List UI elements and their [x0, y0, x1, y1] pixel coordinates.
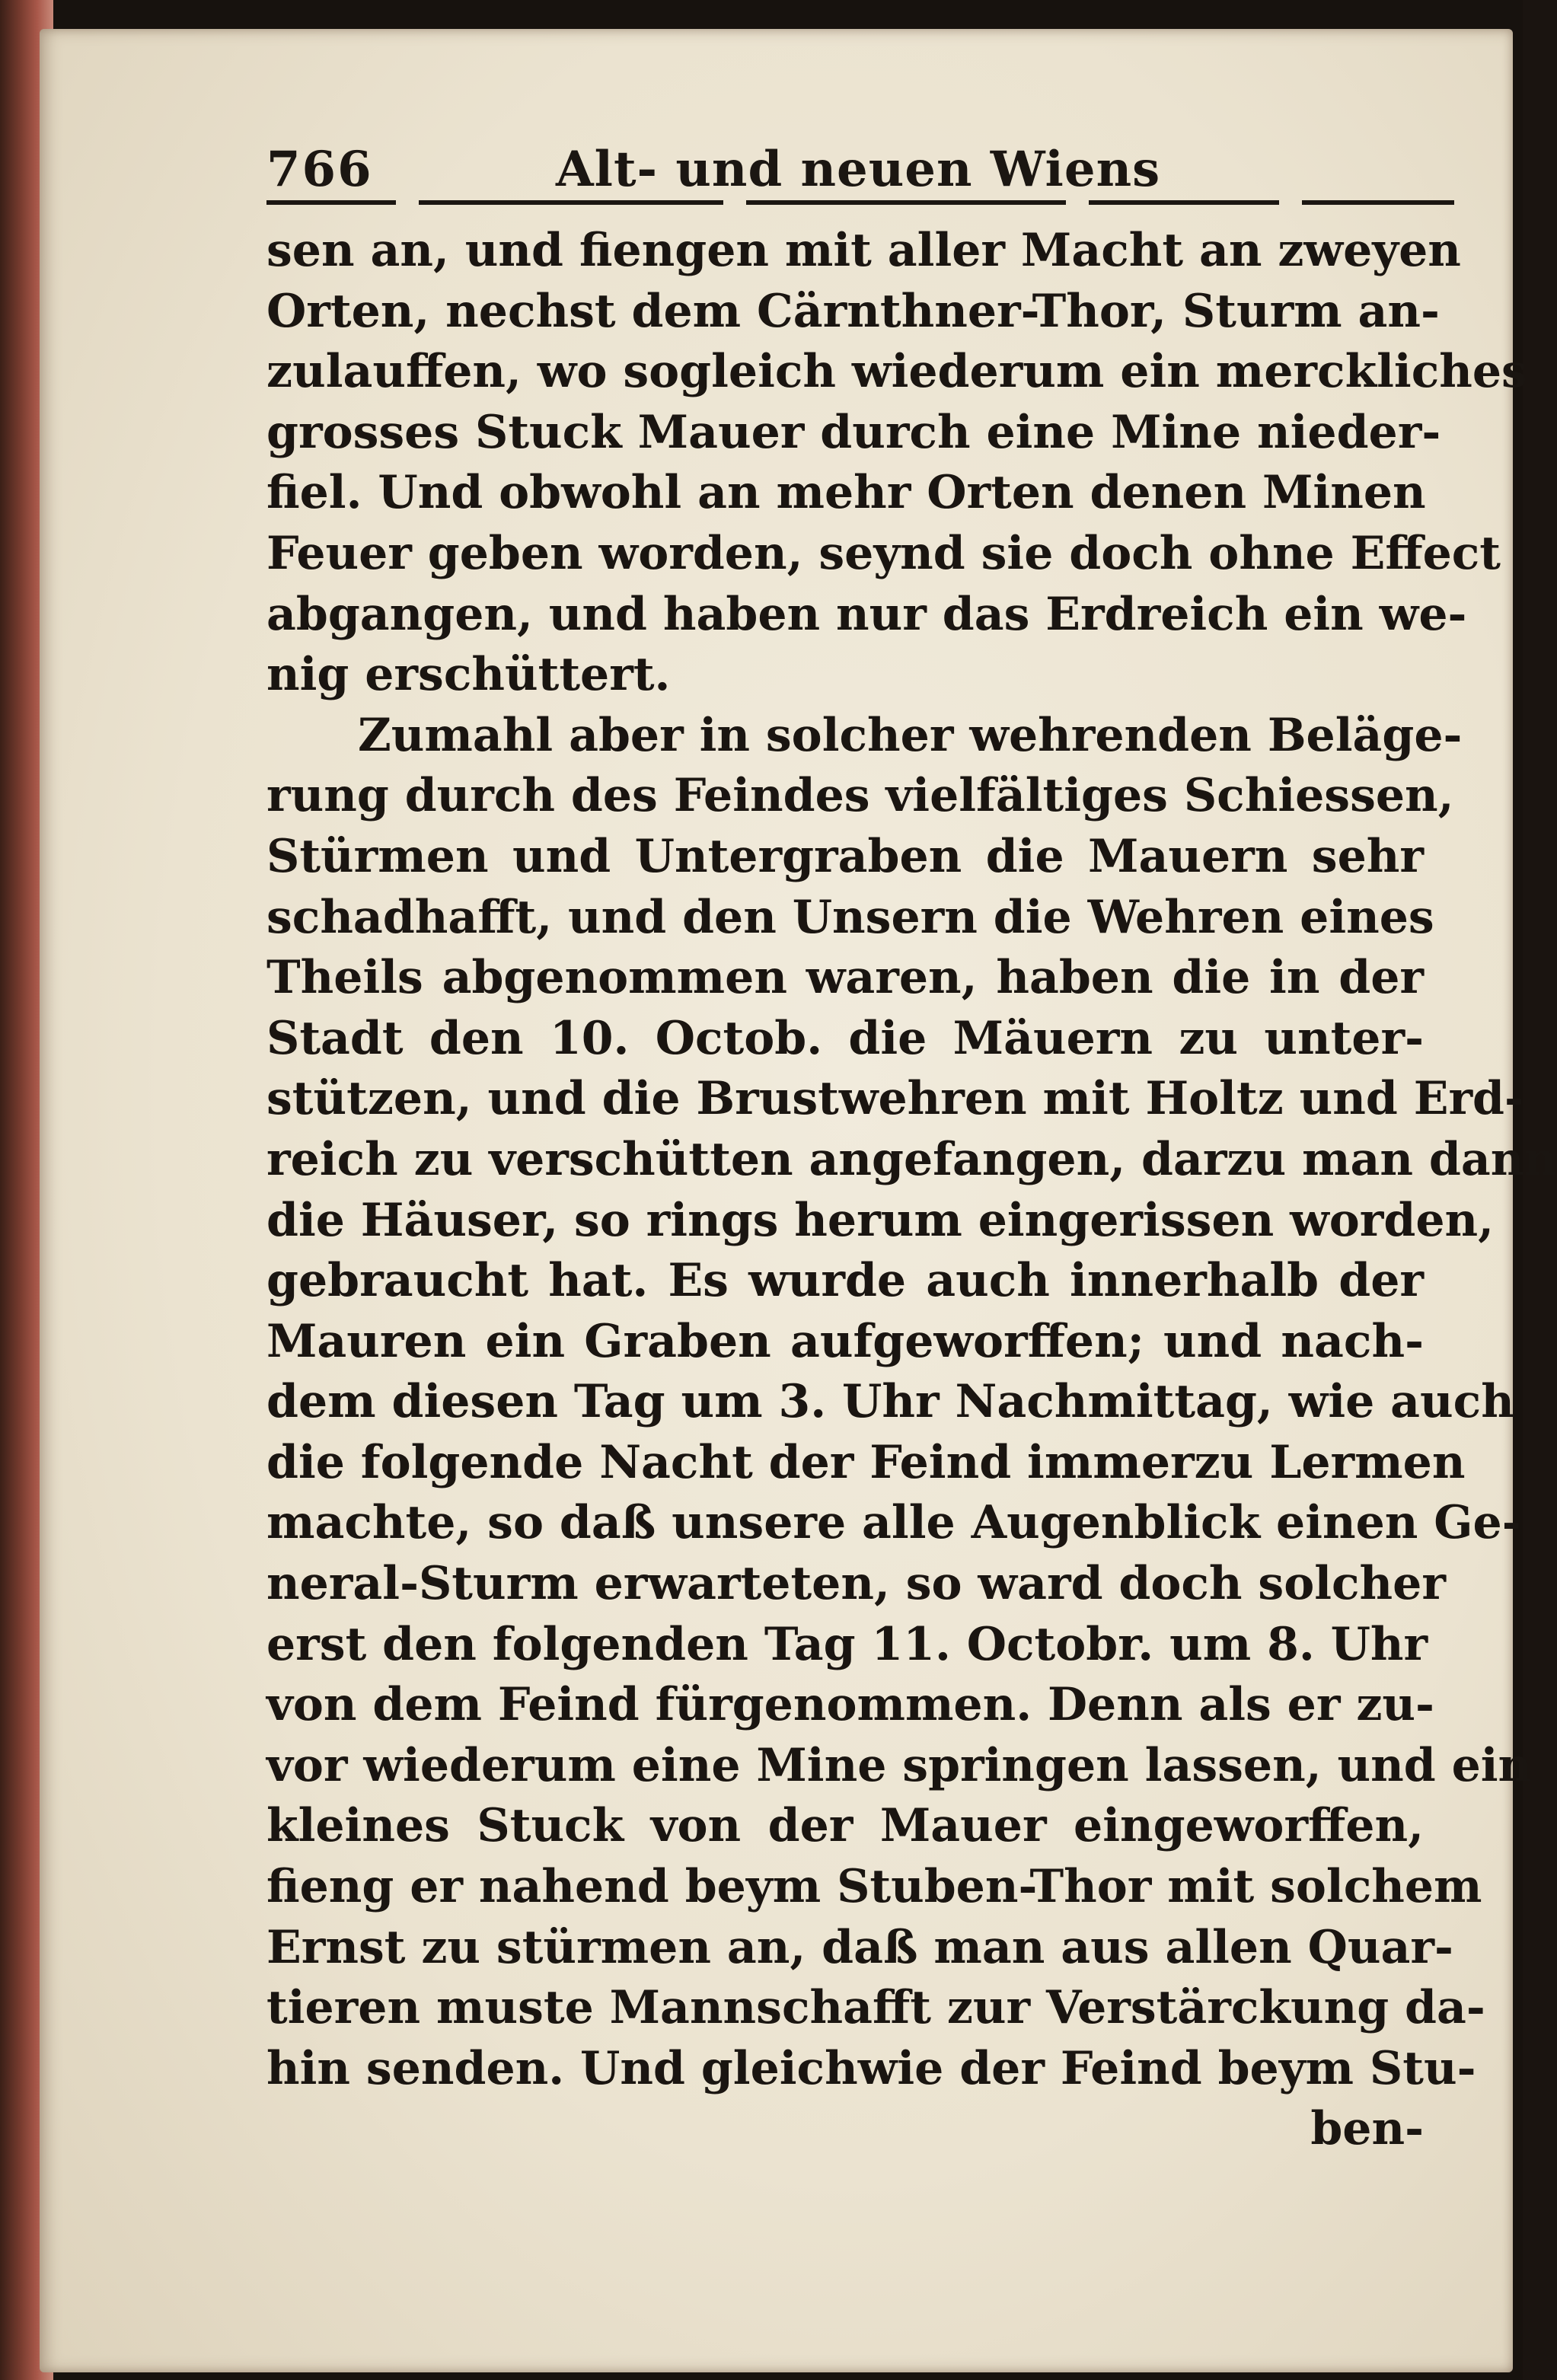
catchword: ben- [1310, 2102, 1424, 2156]
text-line: die Häuser, so rings herum eingerissen worden, [266, 1193, 1495, 1247]
text-line: Ernst zu stürmen an, daß man aus allen Quar- [266, 1920, 1453, 1974]
header-rule [746, 200, 1066, 205]
text-line: fieng er nahend beym Stuben-Thor mit solchem [266, 1860, 1482, 1914]
text-line: stützen, und die Brustwehren mit Holtz und Erd- [266, 1072, 1523, 1126]
text-line: dem diesen Tag um 3. Uhr Nachmittag, wie auch [266, 1375, 1514, 1429]
text-line: sen an, und fiengen mit aller Macht an zweyen [266, 224, 1461, 277]
text-line: Feuer geben worden, seynd sie doch ohne Effect [266, 526, 1501, 580]
text-line: kleines Stuck von der Mauer eingeworffen, [266, 1799, 1424, 1853]
page-number: 766 [266, 141, 373, 198]
text-line: vor wiederum eine Mine springen lassen, und ein [266, 1738, 1532, 1792]
text-line: zulauffen, wo sogleich wiederum ein merckliches [266, 345, 1527, 399]
paragraph-1 [266, 221, 1527, 706]
text-line: gebraucht hat. Es wurde auch innerhalb der [266, 1254, 1424, 1308]
text-line: Stadt den 10. Octob. die Mäuern zu unter- [266, 1011, 1424, 1065]
text-line: fiel. Und obwohl an mehr Orten denen Minen [266, 466, 1426, 520]
text-line: grosses Stuck Mauer durch eine Mine nieder- [266, 405, 1441, 459]
header-rule [266, 200, 396, 205]
text-line: erst den folgenden Tag 11. Octobr. um 8. Uhr [266, 1617, 1428, 1671]
paragraph-2 [266, 706, 1557, 2100]
text-line: hin senden. Und gleichwie der Feind beym Stu- [266, 2041, 1476, 2095]
text-line: nig erschüttert. [266, 648, 671, 702]
text-line: rung durch des Feindes vielfältiges Schiessen, [266, 769, 1454, 823]
running-title: Alt- und neuen Wiens [556, 141, 1161, 198]
text-line: machte, so daß unsere alle Augenblick einen Ge- [266, 1496, 1521, 1550]
text-line: Theils abgenommen waren, haben die in der [266, 951, 1424, 1005]
text-line: Stürmen und Untergraben die Mauern sehr [266, 829, 1424, 883]
page-header [266, 141, 1424, 209]
body-text [266, 221, 1557, 2160]
text-line: Orten, nechst dem Cärnthner-Thor, Sturm an- [266, 284, 1440, 338]
text-line: abgangen, und haben nur das Erdreich ein we- [266, 587, 1467, 641]
text-line: Mauren ein Graben aufgeworffen; und nach- [266, 1314, 1424, 1368]
text-line: schadhafft, und den Unsern die Wehren eines [266, 890, 1434, 944]
text-line: von dem Feind fürgenommen. Denn als er zu- [266, 1678, 1434, 1732]
text-line: Zumahl aber in solcher wehrenden Beläge- [358, 708, 1463, 762]
header-rule [419, 200, 723, 205]
header-rule [1302, 200, 1454, 205]
text-line: tieren muste Mannschafft zur Verstärckung da- [266, 1981, 1485, 2035]
text-line: reich zu verschütten angefangen, darzu man dann [266, 1132, 1557, 1186]
header-rule [1089, 200, 1279, 205]
text-line: die folgende Nacht der Feind immerzu Lermen [266, 1435, 1466, 1489]
text-line: neral-Sturm erwarteten, so ward doch solcher [266, 1557, 1446, 1611]
